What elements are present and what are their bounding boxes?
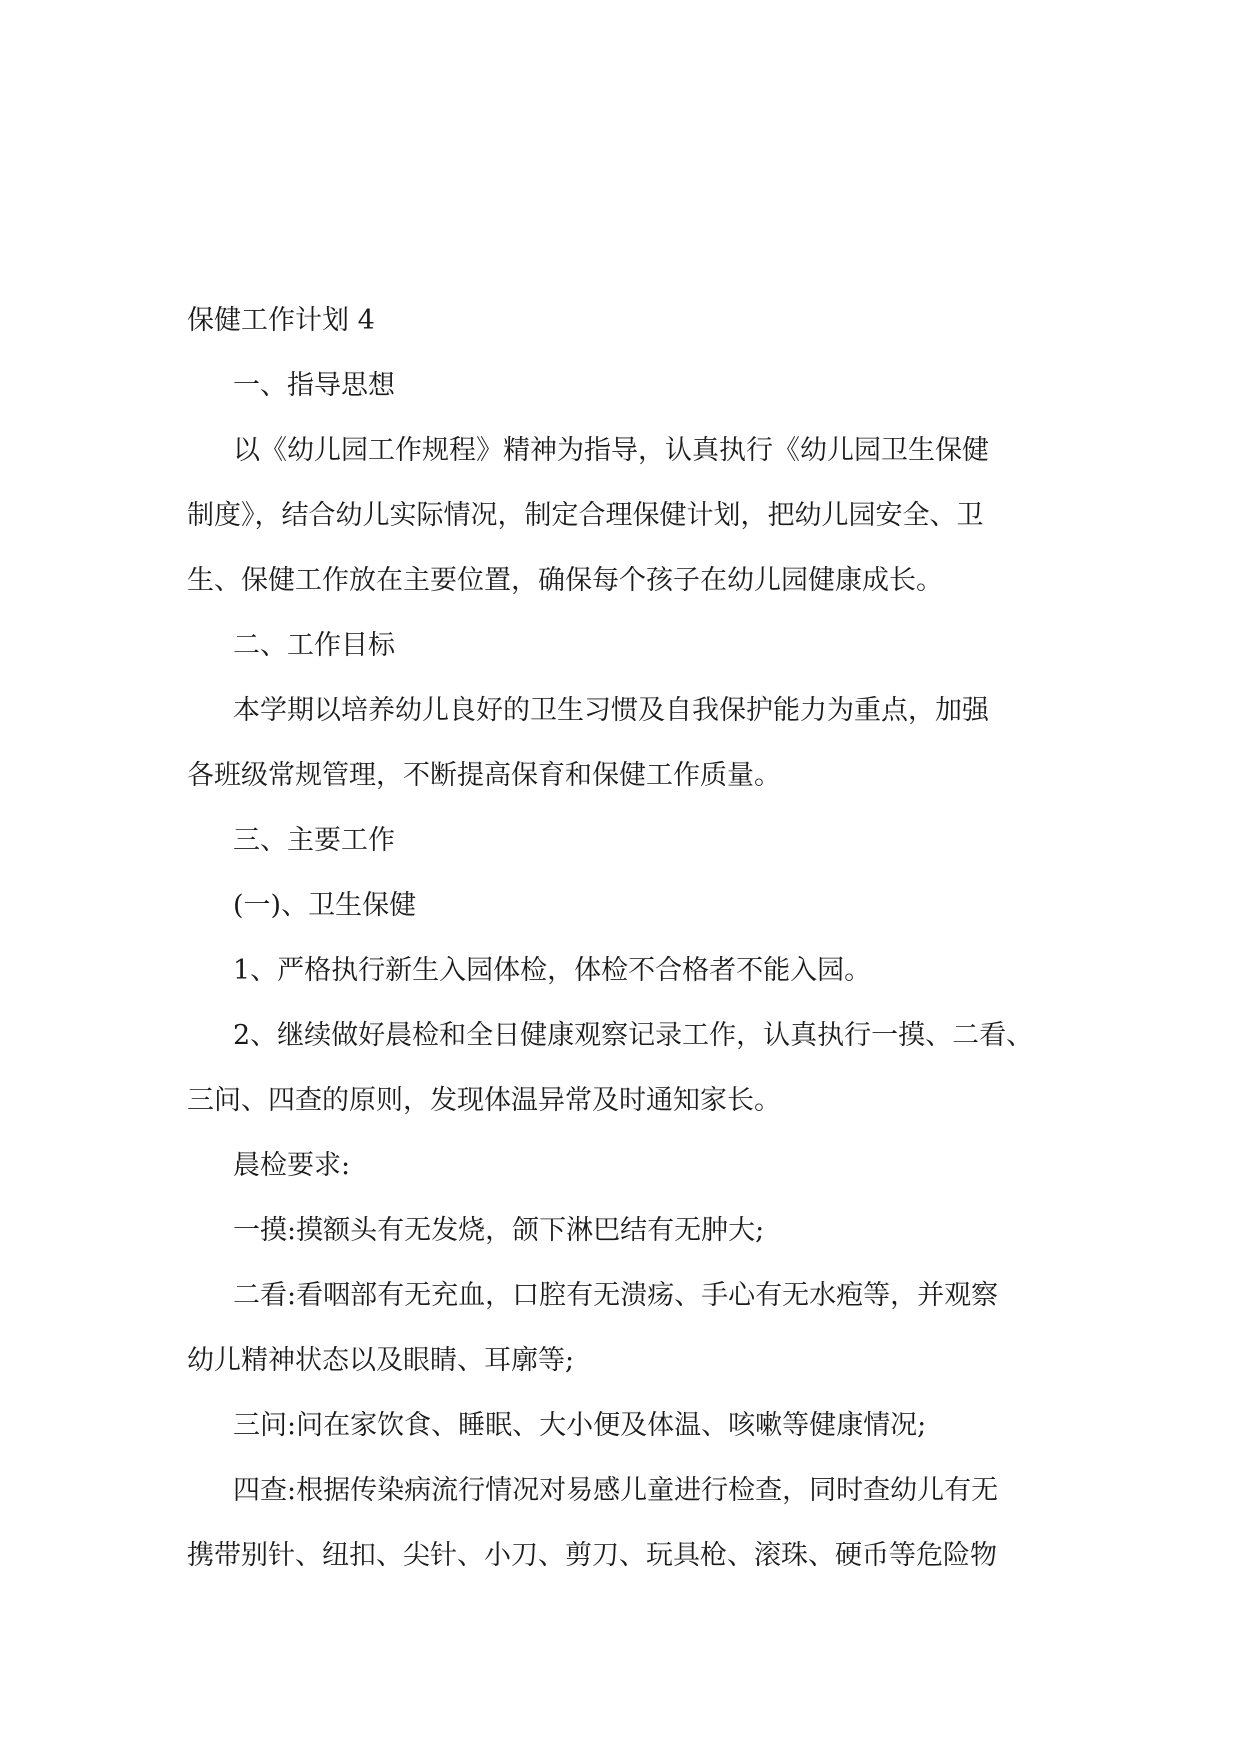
paragraph-line: 携带别针、纽扣、尖针、小刀、剪刀、玩具枪、滚珠、硬币等危险物: [187, 1540, 997, 1571]
subheading-hygiene-care: (一)、卫生保健: [233, 890, 417, 921]
paragraph-line: 各班级常规管理，不断提高保育和保健工作质量。: [187, 760, 781, 791]
list-item: 三问:问在家饮食、睡眠、大小便及体温、咳嗽等健康情况;: [233, 1410, 927, 1441]
heading-work-goals: 二、工作目标: [233, 630, 395, 661]
list-item: 1、严格执行新生入园体检，体检不合格者不能入园。: [233, 955, 872, 986]
paragraph-line: 三问、四查的原则，发现体温异常及时通知家长。: [187, 1085, 781, 1116]
list-item: 一摸:摸额头有无发烧，颌下淋巴结有无肿大;: [233, 1215, 765, 1246]
paragraph-line: 制度》，结合幼儿实际情况，制定合理保健计划，把幼儿园安全、卫: [187, 500, 984, 531]
list-item: 四查:根据传染病流行情况对易感儿童进行检查，同时查幼儿有无: [233, 1475, 999, 1506]
heading-guiding-ideology: 一、指导思想: [233, 370, 395, 401]
document-title: 保健工作计划 4: [187, 305, 375, 336]
heading-main-work: 三、主要工作: [233, 825, 395, 856]
subheading-morning-check: 晨检要求:: [233, 1150, 351, 1181]
list-item: 2、继续做好晨检和全日健康观察记录工作，认真执行一摸、二看、: [233, 1020, 1034, 1051]
paragraph-line: 本学期以培养幼儿良好的卫生习惯及自我保护能力为重点，加强: [233, 695, 989, 726]
paragraph-line: 生、保健工作放在主要位置，确保每个孩子在幼儿园健康成长。: [187, 565, 943, 596]
document-body: [187, 288, 1087, 1588]
paragraph-line: 以《幼儿园工作规程》精神为指导，认真执行《幼儿园卫生保健: [233, 435, 989, 466]
list-item: 二看:看咽部有无充血，口腔有无溃疡、手心有无水疱等，并观察: [233, 1280, 999, 1311]
paragraph-line: 幼儿精神状态以及眼睛、耳廓等;: [187, 1345, 575, 1376]
